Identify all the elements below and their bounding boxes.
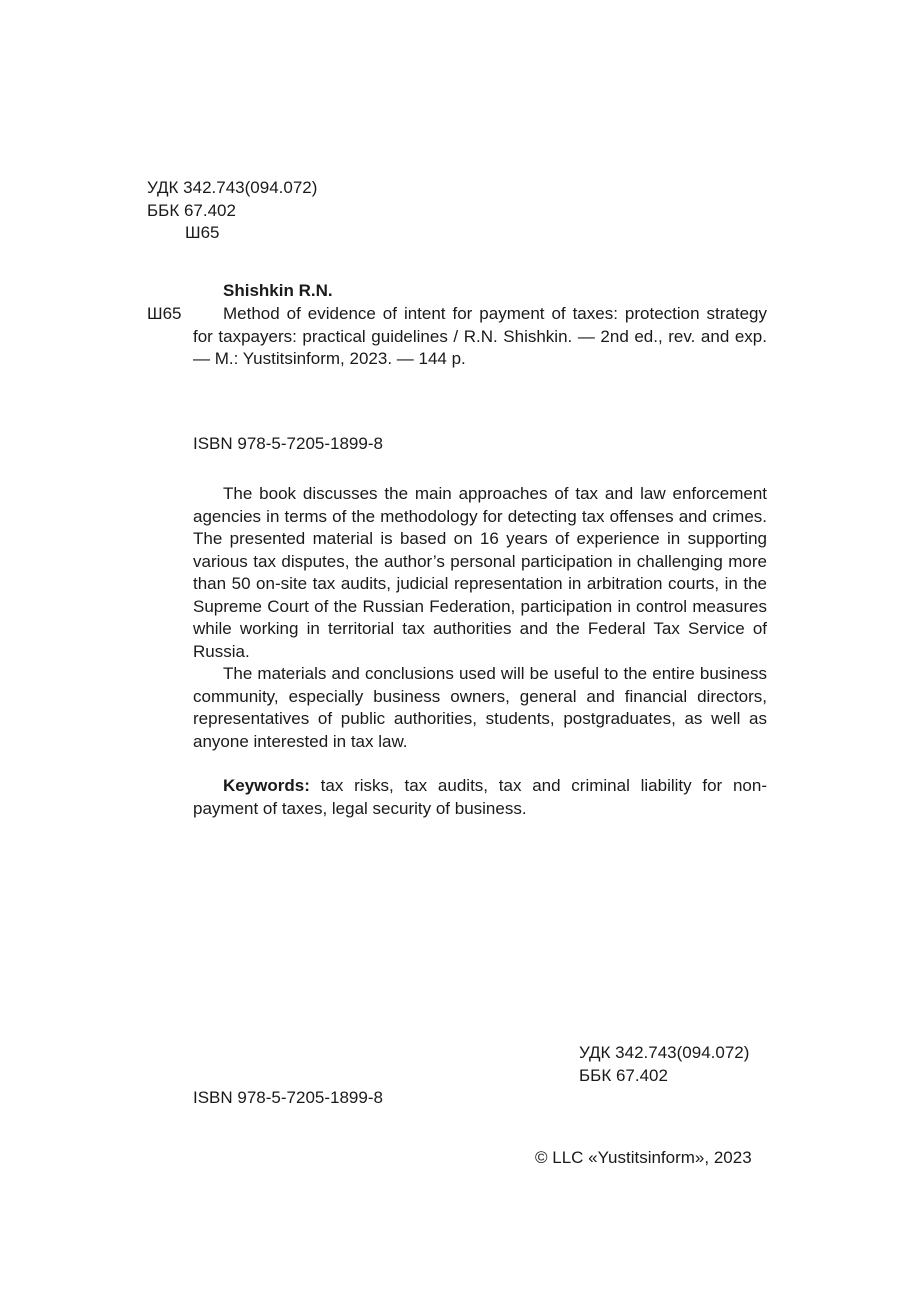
classification-block-bottom	[579, 1042, 749, 1087]
author-code: Ш65	[185, 223, 220, 242]
udk-code-bottom: УДК 342.743(094.072)	[579, 1043, 750, 1062]
classification-block-top	[147, 177, 317, 245]
shelf-mark: Ш65	[147, 304, 182, 323]
bbk-code: ББК 67.402	[147, 200, 236, 220]
copyright-notice: © LLC «Yustitsinform», 2023	[535, 1148, 752, 1167]
keywords-text: tax risks, tax audits, tax and criminal liability for non-payment of taxes, legal security of business.	[193, 776, 767, 818]
abstract-paragraph-2: The materials and conclusions used will be useful to the entire business community, especially business owners, general and financial directors, representatives of public authorities, students, postgraduates, as well as anyone interested in tax law.	[193, 664, 767, 751]
udk-code: УДК 342.743(094.072)	[147, 178, 318, 197]
abstract-paragraph-1: The book discusses the main approaches of tax and law enforcement agencies in terms of the methodology for detecting tax offenses and crimes. The presented material is based on 16 years of experience in supporting various tax disputes, the author’s personal participation in challenging more than 50 on-site tax audits, judicial representation in arbitration courts, in the Supreme Court of the Russian Federation, participation in control measures while working in territorial tax authorities and the Federal Tax Service of Russia.	[193, 484, 767, 661]
isbn-footer: ISBN 978-5-7205-1899-8	[193, 1088, 383, 1107]
keywords-block	[193, 775, 767, 820]
keywords-label: Keywords:	[223, 776, 310, 795]
bibliographic-citation	[193, 303, 767, 371]
keywords-paragraph	[193, 775, 767, 820]
isbn-record: ISBN 978-5-7205-1899-8	[193, 434, 383, 453]
author-name: Shishkin R.N.	[223, 281, 333, 300]
citation-text: Method of evidence of intent for payment of taxes: protection strategy for taxpayers: practical guidelines / R.N. Shishkin. — 2nd ed., rev. and exp. — M.: Yustitsinform, 2023. — 144 p.	[193, 304, 767, 368]
abstract	[193, 483, 767, 753]
bbk-code-bottom: ББК 67.402	[579, 1065, 668, 1085]
